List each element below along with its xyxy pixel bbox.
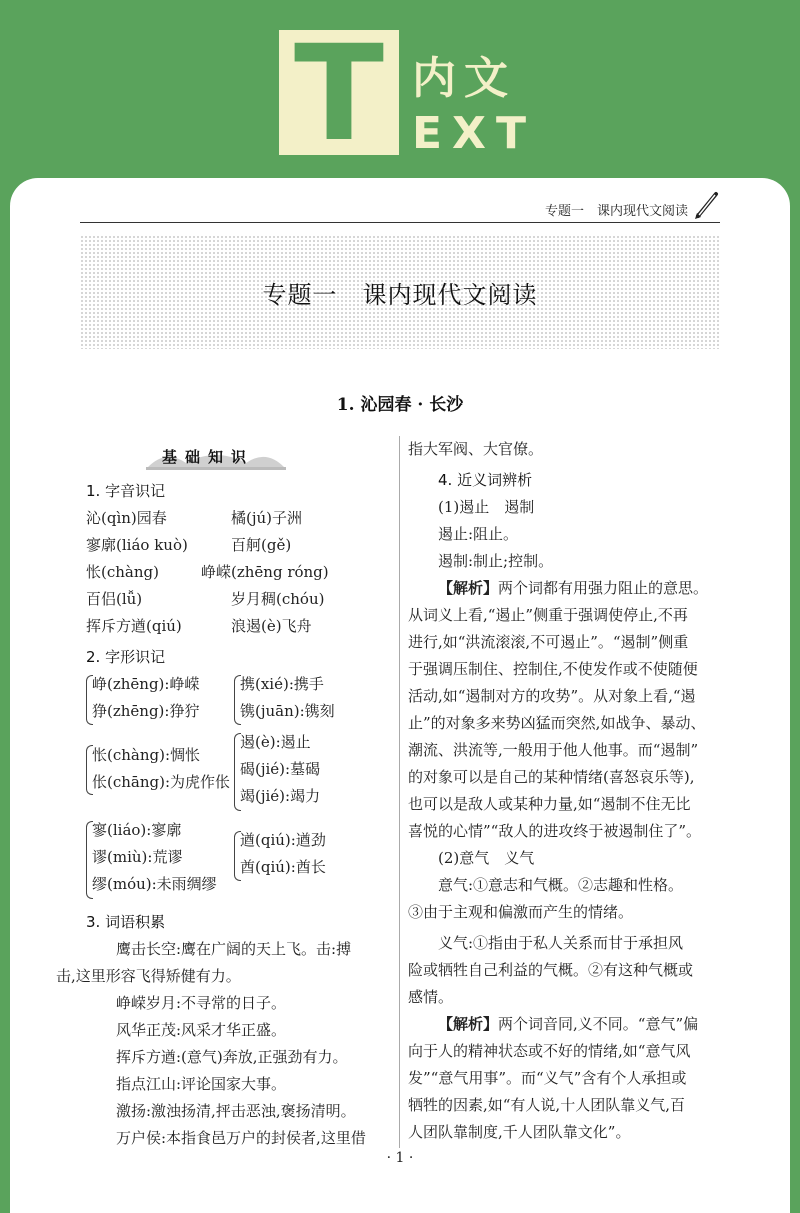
glyph-group: 峥(zhēng):峥嵘 狰(zhēng):狰狞 携(xié):携手 镌(juān):镌刻 xyxy=(86,671,386,729)
text-line: (2)意气 义气 xyxy=(438,849,535,867)
column-divider xyxy=(399,436,400,1148)
pinyin-row: 沁(qìn)园春 橘(jú)子洲 xyxy=(86,509,303,527)
running-head xyxy=(80,198,720,223)
t-logo-box xyxy=(279,17,399,171)
text-line: 也可以是敌人或某种力量,如“遏制不住无比 xyxy=(408,795,691,813)
lesson-title: 1. 沁园春 · 长沙 xyxy=(336,395,464,415)
banner xyxy=(0,0,800,200)
text-line: 从词义上看,“遏止”侧重于强调使停止,不再 xyxy=(408,606,688,624)
text-line: 于强调压制住、控制住,不使发作或不使随便 xyxy=(408,660,698,678)
text-line: 止”的对象多来势凶猛而突然,如战争、暴动、 xyxy=(408,714,706,732)
text-line: 进行,如“洪流滚滚,不可遏止”。“遏制”侧重 xyxy=(408,633,689,651)
text-line: 向于人的精神状态或不好的情绪,如“意气风 xyxy=(408,1042,691,1060)
t-logo-letter: T xyxy=(293,17,385,171)
section-heading: 1. 字音识记 xyxy=(86,482,166,500)
text-line: (1)遏止 遏制 xyxy=(438,498,535,516)
text-line: 挥斥方遒:(意气)奔放,正强劲有力。 xyxy=(116,1048,348,1066)
banner-cn-title: 内文 xyxy=(412,53,516,104)
text-line: 人团队靠制度,千人团队靠文化”。 xyxy=(408,1123,631,1141)
pinyin-row: 百侣(lǚ) 岁月稠(chóu) xyxy=(86,590,325,608)
left-column xyxy=(56,440,386,1152)
text-line: 遏止:阻止。 xyxy=(438,525,519,543)
section-heading: 2. 字形识记 xyxy=(86,648,166,666)
analysis-line: 【解析】两个词音同,义不同。“意气”偏 xyxy=(438,1015,699,1033)
text-line: 意气:①意志和气概。②志趣和性格。 xyxy=(438,876,684,894)
text-line: 潮流、洪流等,一般用于他人他事。而“遏制” xyxy=(408,741,699,759)
running-head-text: 专题一 课内现代文阅读 xyxy=(544,204,688,219)
section-heading: 3. 词语积累 xyxy=(86,913,166,931)
text-line: 活动,如“遏制对方的攻势”。从对象上看,“遏 xyxy=(408,687,696,705)
glyph-group: 寥(liáo):寥廓 谬(miù):荒谬 缪(móu):未雨绸缪 遒(qiú):遒劲 酋(qiú):酋长 xyxy=(86,817,386,905)
text-line: 峥嵘岁月:不寻常的日子。 xyxy=(116,994,287,1012)
text-line: 险或牺牲自己利益的气概。②有这种气概或 xyxy=(408,961,694,979)
topic-title: 专题一 课内现代文阅读 xyxy=(262,281,538,309)
pen-icon xyxy=(694,190,720,220)
text-line: 万户侯:本指食邑万户的封侯者,这里借 xyxy=(116,1129,366,1147)
text-line: ③由于主观和偏激而产生的情绪。 xyxy=(408,903,634,921)
page-sheet xyxy=(10,178,790,1213)
text-line: 激扬:激浊扬清,抨击恶浊,褒扬清明。 xyxy=(116,1102,356,1120)
page-number: · 1 · xyxy=(386,1150,414,1166)
topic-banner xyxy=(80,235,720,349)
text-line: 义气:①指由于私人关系而甘于承担风 xyxy=(438,934,684,952)
text-line: 发”“意气用事”。而“义气”含有个人承担或 xyxy=(408,1069,687,1087)
glyph-group: 怅(chàng):惆怅 伥(chāng):为虎作伥 遏(è):遏止 碣(jié):墓碣 竭(jié):竭力 xyxy=(86,729,386,813)
text-line: 风华正茂:风采才华正盛。 xyxy=(116,1021,287,1039)
banner-en-title: EXT xyxy=(412,108,536,159)
text-line: 指点江山:评论国家大事。 xyxy=(116,1075,287,1093)
section-badge xyxy=(146,440,386,474)
text-line: 遏制:制止;控制。 xyxy=(438,552,554,570)
text-line: 的对象可以是自己的某种情绪(喜怒哀乐等), xyxy=(408,768,695,786)
text-line: 牺牲的因素,如“有人说,十人团队靠义气,百 xyxy=(408,1096,685,1114)
text-line: 喜悦的心情”“敌人的进攻终于被遏制住了”。 xyxy=(408,822,702,840)
analysis-tag: 【解析】 xyxy=(438,579,499,597)
section-heading: 4. 近义词辨析 xyxy=(438,471,533,489)
text-line: 感情。 xyxy=(408,988,454,1006)
right-column xyxy=(408,436,718,1146)
text-line: 击,这里形容飞得矫健有力。 xyxy=(56,967,241,985)
analysis-line: 【解析】两个词都有用强力阻止的意思。 xyxy=(438,579,709,597)
analysis-tag: 【解析】 xyxy=(438,1015,499,1033)
badge-label: 基础知识 xyxy=(162,448,255,466)
text-line: 鹰击长空:鹰在广阔的天上飞。击:搏 xyxy=(116,940,352,958)
text-line: 指大军阀、大官僚。 xyxy=(408,440,544,458)
pinyin-row: 挥斥方遒(qiú) 浪遏(è)飞舟 xyxy=(86,617,312,635)
pinyin-row: 寥廓(liáo kuò) 百舸(gě) xyxy=(86,536,292,554)
pinyin-row: 怅(chàng) 峥嵘(zhēng róng) xyxy=(86,563,329,581)
